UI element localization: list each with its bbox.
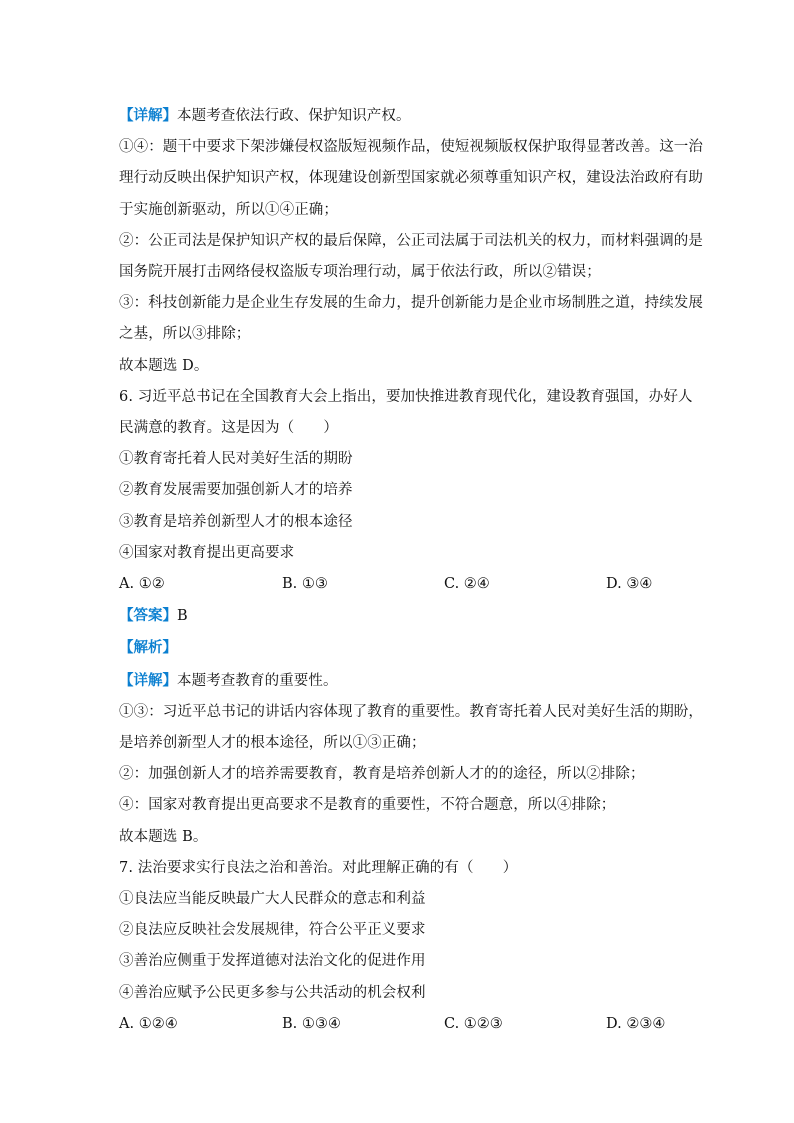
q6-stem-line-1: 6. 习近平总书记在全国教育大会上指出，要加快推进教育现代化，建设教育强国，办好人 — [119, 388, 693, 405]
q7-item-3: ③善治应侧重于发挥道德对法治文化的促进作用 — [119, 953, 426, 970]
q5-detail-line-7: ③：科技创新能力是企业生存发展的生命力，提升创新能力是企业市场制胜之道，持续发展 — [119, 295, 703, 312]
q6-option-c: C. ②④ — [444, 576, 490, 593]
q6-option-d: D. ③④ — [606, 576, 653, 593]
q7-item-1: ①良法应当能反映最广大人民群众的意志和利益 — [119, 891, 426, 908]
q6-answer — [119, 600, 679, 632]
answer-value: B — [177, 608, 188, 625]
q6-conclusion: 故本题选 B。 — [119, 828, 208, 845]
q5-detail-text: 本题考查依法行政、保护知识产权。 — [177, 108, 411, 124]
q5-detail-line-6: 国务院开展打击网络侵权盗版专项治理行动，属于依法行政，所以②错误； — [119, 264, 601, 281]
q7-option-a: A. ①②④ — [119, 1015, 178, 1032]
q5-detail-line-4: 于实施创新驱动，所以①④正确； — [119, 201, 338, 218]
q6-detail-line-1 — [119, 665, 679, 697]
detail-tag: 【详解】 — [119, 671, 177, 689]
q6-stem-line-2: 民满意的教育。这是因为（ ） — [119, 420, 338, 437]
q6-item-2: ②教育发展需要加强创新人才的培养 — [119, 482, 353, 499]
q6-detail-line-4: ②：加强创新人才的培养需要教育，教育是培养创新人才的的途径，所以②排除； — [119, 766, 645, 783]
q6-detail-line-5: ④：国家对教育提出更高要求不是教育的重要性，不符合题意，所以④排除； — [119, 797, 616, 814]
q6-detail-text: 本题考查教育的重要性。 — [177, 672, 338, 689]
q7-option-b: B. ①③④ — [282, 1015, 341, 1032]
q5-detail-line-2: ①④：题干中要求下架涉嫌侵权盗版短视频作品，使短视频版权保护取得显著改善。这一治 — [119, 139, 703, 156]
q6-item-4: ④国家对教育提出更高要求 — [119, 544, 295, 561]
q5-detail-line-8: 之基，所以③排除； — [119, 326, 251, 343]
q6-options — [119, 569, 679, 600]
q6-detail-line-3: 是培养创新型人才的根本途径，所以①③正确； — [119, 735, 426, 752]
q5-detail-line-5: ②：公正司法是保护知识产权的最后保障，公正司法属于司法机关的权力，而材料强调的是 — [119, 232, 703, 249]
detail-tag: 【详解】 — [119, 107, 177, 124]
q7-stem-line-1: 7. 法治要求实行良法之治和善治。对此理解正确的有（ ） — [119, 859, 518, 876]
q5-conclusion: 故本题选 D。 — [119, 357, 209, 374]
q7-options — [119, 1009, 679, 1040]
page-content — [119, 100, 703, 1040]
q5-detail-line-3: 理行动反映出保护知识产权，体现建设创新型国家就必须尊重知识产权，建设法治政府有助 — [119, 170, 703, 187]
q6-item-1: ①教育寄托着人民对美好生活的期盼 — [119, 451, 353, 468]
q6-detail-line-2: ①③：习近平总书记的讲话内容体现了教育的重要性。教育寄托着人民对美好生活的期盼， — [119, 703, 703, 720]
q5-detail-line-1 — [119, 100, 679, 132]
q7-item-4: ④善治应赋予公民更多参与公共活动的机会权利 — [119, 984, 426, 1001]
q6-analysis-heading — [119, 632, 679, 664]
q7-option-d: D. ②③④ — [606, 1015, 666, 1032]
q7-item-2: ②良法应反映社会发展规律，符合公平正义要求 — [119, 922, 426, 939]
answer-tag: 【答案】 — [119, 607, 177, 625]
q6-option-b: B. ①③ — [282, 576, 328, 593]
q7-option-c: C. ①②③ — [444, 1015, 503, 1032]
q6-option-a: A. ①② — [119, 576, 165, 593]
analysis-tag: 【解析】 — [119, 639, 177, 657]
q6-item-3: ③教育是培养创新型人才的根本途径 — [119, 513, 353, 530]
